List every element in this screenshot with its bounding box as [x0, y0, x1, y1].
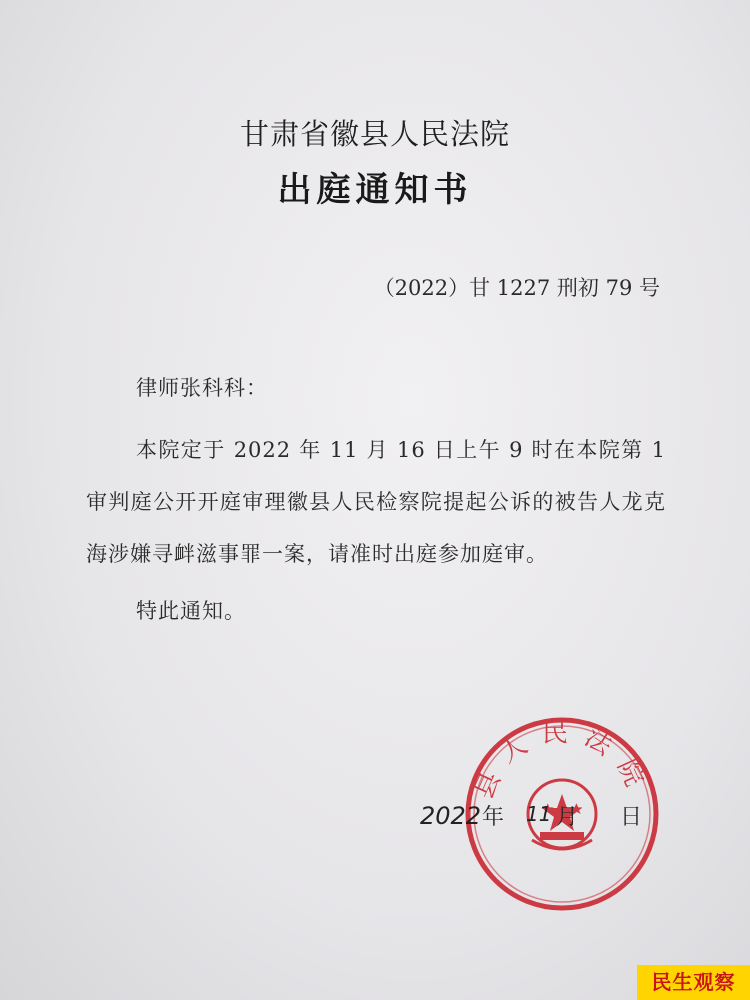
date-month-handwritten: 11 [526, 802, 552, 826]
date-month-char: 月 [556, 805, 579, 830]
date-year-handwritten: 2022 [420, 802, 482, 830]
body-paragraph: 本院定于 2022 年 11 月 16 日上午 9 时在本院第 1 审判庭公开开庭审理徽县人民检察院提起公诉的被告人龙克海涉嫌寻衅滋事罪一案，请准时出庭参加庭审。 [86, 438, 666, 566]
closing-line: 特此通知。 [136, 599, 246, 623]
seal-text: 县人民法院 [469, 718, 655, 804]
date-day-char: 日 [620, 805, 643, 830]
document-title: 出庭通知书 [277, 170, 473, 210]
addressee: 律师张科科： [136, 376, 268, 400]
date-year-char: 年 [482, 805, 505, 830]
watermark-badge: 民生观察 [637, 965, 750, 1000]
case-number: （2022）甘 1227 刑初 79 号 [373, 276, 660, 300]
court-name: 甘肃省徽县人民法院 [239, 117, 510, 151]
